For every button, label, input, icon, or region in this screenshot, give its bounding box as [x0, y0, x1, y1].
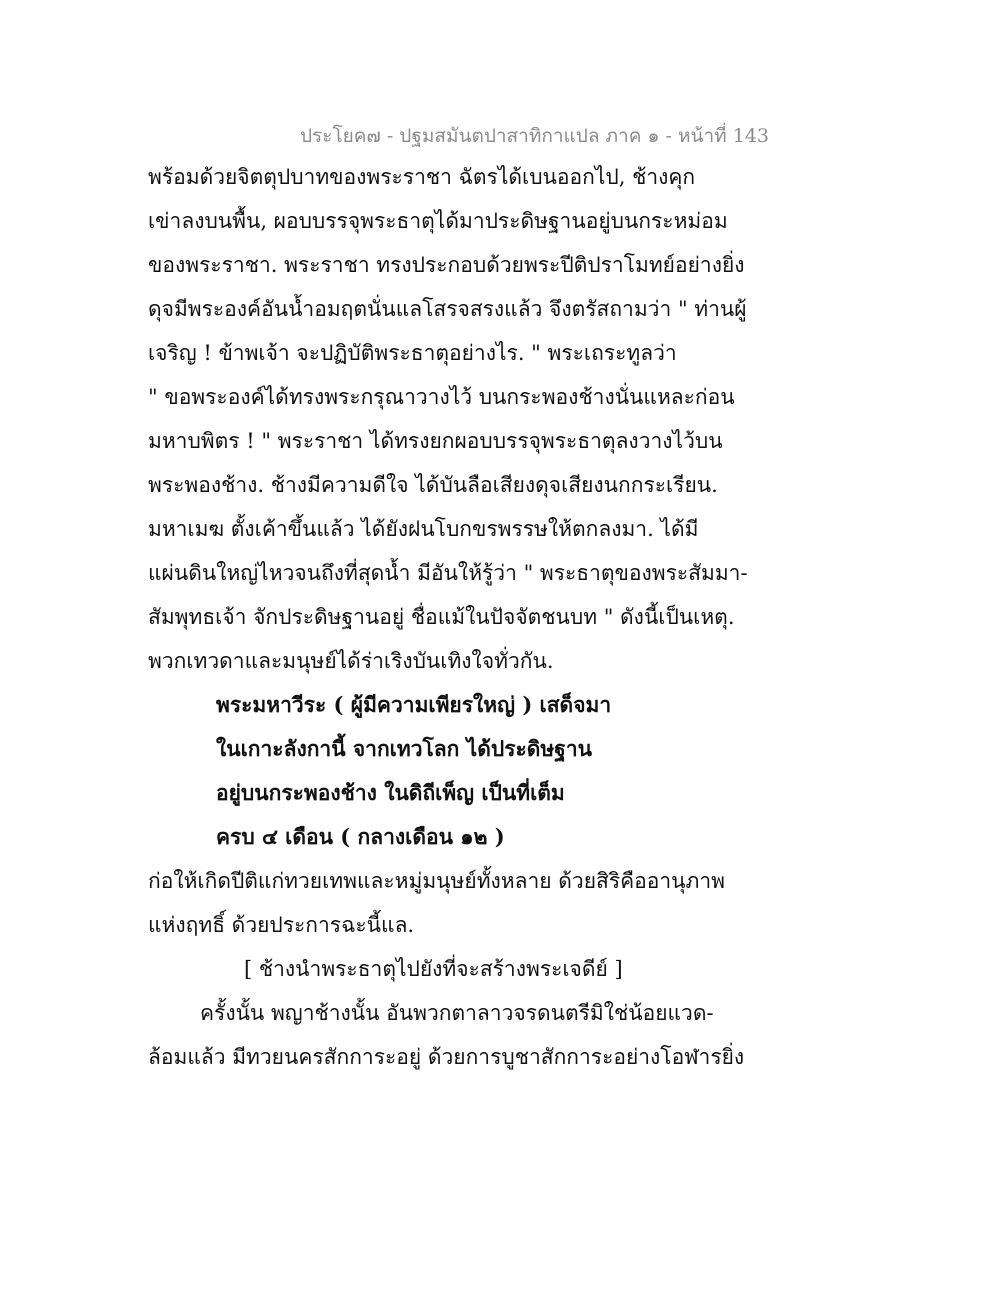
text-line: ก่อให้เกิดปีติแก่ทวยเทพและหมู่มนุษย์ทั้งหลาย ด้วยสิริคืออานุภาพ [148, 869, 725, 893]
verse-block [148, 683, 708, 859]
text-line: " ขอพระองค์ได้ทรงพระกรุณาวางไว้ บนกระพองช้างนั่นแหละก่อน [148, 385, 735, 409]
text-line: เข่าลงบนพื้น, ผอบบรรจุพระธาตุได้มาประดิษฐานอยู่บนกระหม่อม [148, 209, 728, 233]
text-line: สัมพุทธเจ้า จักประดิษฐานอยู่ ชื่อแม้ในปัจจัตชนบท " ดังนี้เป็นเหตุ. [148, 605, 735, 629]
paragraph-3 [148, 991, 745, 1079]
text-line: มหาบพิตร ! " พระราชา ได้ทรงยกผอบบรรจุพระธาตุลงวางไว้บน [148, 429, 723, 453]
paragraph-2 [148, 859, 725, 947]
text-line: แผ่นดินใหญ่ไหวจนถึงที่สุดน้ำ มีอันให้รู้ว่า " พระธาตุของพระสัมมา- [148, 561, 748, 585]
text-line: พวกเทวดาและมนุษย์ได้ร่าเริงบันเทิงใจทั่วกัน. [148, 649, 554, 673]
verse-line: ในเกาะลังกานี้ จากเทวโลก ได้ประดิษฐาน [216, 736, 592, 761]
verse-line: ครบ ๔ เดือน ( กลางเดือน ๑๒ ) [216, 824, 505, 849]
verse-line: พระมหาวีระ ( ผู้มีความเพียรใหญ่ ) เสด็จมา [216, 692, 612, 717]
paragraph-1 [148, 155, 748, 683]
text-line: ล้อมแล้ว มีทวยนครสักการะอยู่ ด้วยการบูชาสักการะอย่างโอฬารยิ่ง [148, 1045, 745, 1069]
body-text [148, 155, 748, 1079]
text-line: พร้อมด้วยจิตตุปบาทของพระราชา ฉัตรได้เบนออกไป, ช้างคุก [148, 165, 696, 189]
running-header: ประโยค๗ - ปฐมสมันตปาสาทิกาแปล ภาค ๑ - หน้าที่ 143 [300, 125, 770, 147]
text-line: พระพองช้าง. ช้างมีความดีใจ ได้บันลือเสียงดุจเสียงนกกระเรียน. [148, 473, 718, 497]
text-line: ครั้งนั้น พญาช้างนั้น อันพวกตาลาวจรดนตรีมิใช่น้อยแวด- [200, 1001, 714, 1025]
section-heading: [ ช้างนำพระธาตุไปยังที่จะสร้างพระเจดีย์ ] [244, 957, 623, 981]
text-line: ของพระราชา. พระราชา ทรงประกอบด้วยพระปีติปราโมทย์อย่างยิ่ง [148, 253, 745, 277]
text-line: แห่งฤทธิ์ ด้วยประการฉะนี้แล. [148, 913, 415, 937]
text-line: มหาเมฆ ตั้งเค้าขึ้นแล้ว ได้ยังฝนโบกขรพรรษให้ตกลงมา. ได้มี [148, 517, 699, 541]
text-line: ดุจมีพระองค์อันน้ำอมฤตนั่นแลโสรจสรงแล้ว จึงตรัสถามว่า " ท่านผู้ [148, 297, 747, 321]
text-line: เจริญ ! ข้าพเจ้า จะปฏิบัติพระธาตุอย่างไร. " พระเถระทูลว่า [148, 341, 677, 365]
verse-line: อยู่บนกระพองช้าง ในดิถีเพ็ญ เป็นที่เต็ม [216, 780, 565, 805]
